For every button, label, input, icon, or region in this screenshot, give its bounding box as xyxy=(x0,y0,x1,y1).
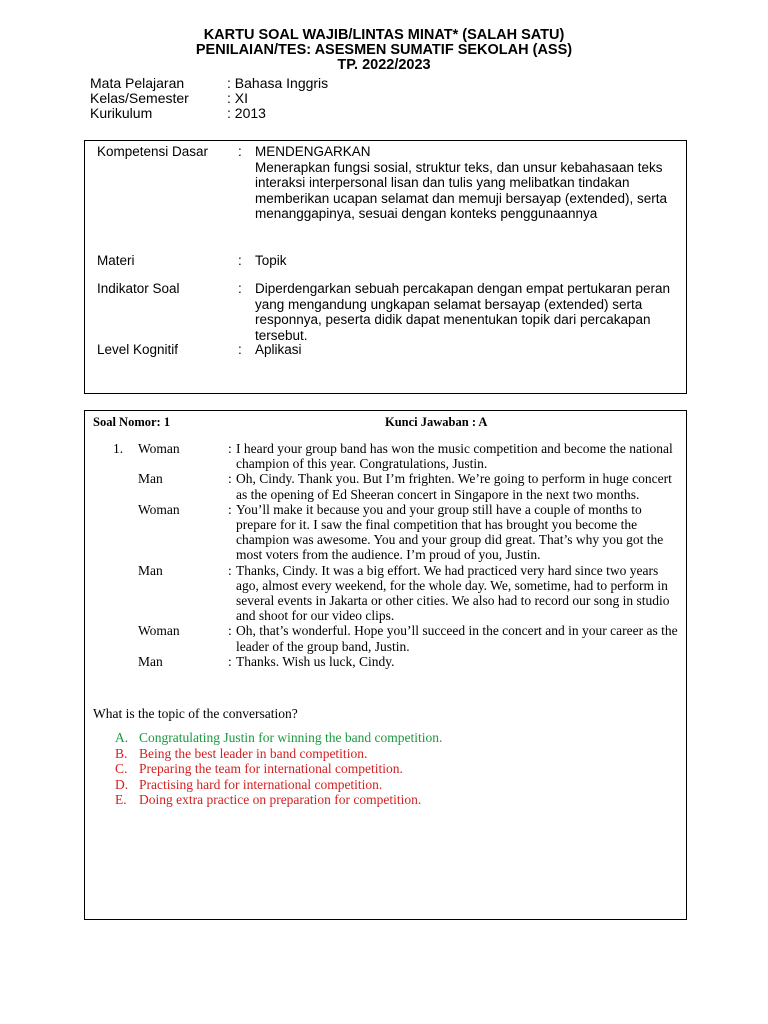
materi-label: Materi xyxy=(97,253,135,268)
speaker: Man xyxy=(138,653,163,669)
question-text: What is the topic of the conversation? xyxy=(93,706,298,721)
indicator-value: Diperdengarkan sebuah percakapan dengan empat pertukaran peran yang mengandung ungkapan selamat bersayap (extended) serta responnya, peserta didik dapat menentukan topik dari percakapan tersebut. xyxy=(255,281,671,343)
option-text: Practising hard for international competition. xyxy=(139,776,383,792)
colon: : xyxy=(228,501,232,517)
answer-options xyxy=(115,730,442,808)
colon: : xyxy=(238,144,242,159)
header-title-line3: TP. 2022/2023 xyxy=(337,57,431,73)
option-letter: B. xyxy=(115,745,128,761)
question-box xyxy=(84,410,687,920)
colon: : xyxy=(228,471,232,487)
dialog-text: Thanks, Cindy. It was a big effort. We had practiced very hard since two years ago, almost every weekend, for the whole day. We, sometime, had to perform in several events in Jakarta or other cities. We also had to record our song in studio and shoot for our video clips. xyxy=(236,562,670,624)
speaker: Woman xyxy=(138,441,180,456)
question-number: Soal Nomor: 1 xyxy=(93,415,171,429)
level-label: Level Kognitif xyxy=(97,342,179,357)
colon: : xyxy=(228,653,232,669)
speaker: Woman xyxy=(138,501,180,517)
colon: : xyxy=(238,253,242,268)
conversation-transcript xyxy=(113,441,679,669)
meta-label: Mata Pelajaran xyxy=(90,75,185,91)
level-value: Aplikasi xyxy=(255,342,302,357)
competence-row xyxy=(97,144,683,222)
answer-key: Kunci Jawaban : A xyxy=(385,415,488,429)
option-letter: C. xyxy=(115,761,128,776)
option-text: Congratulating Justin for winning the band competition. xyxy=(139,730,443,745)
materi-value: Topik xyxy=(255,253,287,268)
competence-label: Kompetensi Dasar xyxy=(97,144,209,159)
colon: : xyxy=(228,562,232,578)
indicator-label: Indikator Soal xyxy=(97,281,180,296)
speaker: Man xyxy=(138,471,163,487)
dialog-text: Oh, Cindy. Thank you. But I’m frighten. We’re going to perform in huge concert as the opening of Ed Sheeran concert in Singapore in the next two months. xyxy=(236,471,672,502)
option-e xyxy=(115,792,442,808)
option-text: Preparing the team for international competition. xyxy=(139,761,403,776)
dialog-text: You’ll make it because you and your group still have a couple of months to prepare for it. I saw the final competition that has brought you become the champion was awesome. You and your group did great. That’s why you got the most voters from the audience. I’m proud of you, Justin. xyxy=(236,501,664,563)
meta-label: Kelas/Semester xyxy=(90,90,189,106)
colon: : xyxy=(228,441,232,456)
indicator-row xyxy=(97,281,683,343)
option-a xyxy=(115,730,442,746)
dialog-text: Thanks. Wish us luck, Cindy. xyxy=(236,653,395,669)
dialog-turn xyxy=(113,623,679,653)
competence-title: MENDENGARKAN xyxy=(255,144,371,159)
materi-row xyxy=(97,253,683,269)
meta-label: Kurikulum xyxy=(90,105,153,121)
speaker: Man xyxy=(138,562,163,578)
option-c xyxy=(115,761,442,777)
option-letter: A. xyxy=(115,730,129,745)
dialog-turn xyxy=(113,502,679,563)
colon: : xyxy=(238,342,242,357)
colon: : xyxy=(228,623,232,639)
meta-value: : Bahasa Inggris xyxy=(227,75,329,91)
option-letter: E. xyxy=(115,792,127,807)
dialog-turn xyxy=(113,471,679,501)
meta-value: : 2013 xyxy=(227,105,266,121)
speaker: Woman xyxy=(138,623,180,639)
option-letter: D. xyxy=(115,776,129,792)
header-title-line2: PENILAIAN/TES: ASESMEN SUMATIF SEKOLAH (ASS) xyxy=(195,42,573,58)
option-d xyxy=(115,777,442,793)
option-text: Being the best leader in band competition. xyxy=(139,745,368,761)
dialog-turn xyxy=(113,441,679,471)
subject-info xyxy=(90,76,328,121)
level-row xyxy=(97,342,683,358)
dialog-turn xyxy=(113,654,679,669)
meta-value: : XI xyxy=(227,90,249,106)
card-header xyxy=(0,28,768,73)
competence-box xyxy=(84,140,687,394)
meta-row-subject xyxy=(90,76,328,91)
colon: : xyxy=(238,281,242,296)
header-title-line1: KARTU SOAL WAJIB/LINTAS MINAT* (SALAH SATU) xyxy=(203,27,565,43)
item-number: 1. xyxy=(113,441,124,456)
dialog-text: Oh, that’s wonderful. Hope you’ll succeed in the concert and in your career as the leader of the group band, Justin. xyxy=(236,623,678,654)
meta-row-curriculum xyxy=(90,106,328,121)
competence-text: Menerapkan fungsi sosial, struktur teks, dan unsur kebahasaan teks interaksi interpersonal lisan dan tulis yang melibatkan tindakan memberikan ucapan selamat dan memuji bersayap (extended), serta menanggapinya, sesuai dengan konteks penggunaannya xyxy=(255,159,667,221)
dialog-text: I heard your group band has won the music competition and become the national champion of this year. Congratulations, Justin. xyxy=(236,441,673,472)
dialog-turn xyxy=(113,563,679,624)
meta-row-class xyxy=(90,91,328,106)
option-text: Doing extra practice on preparation for competition. xyxy=(139,792,422,807)
option-b xyxy=(115,746,442,762)
